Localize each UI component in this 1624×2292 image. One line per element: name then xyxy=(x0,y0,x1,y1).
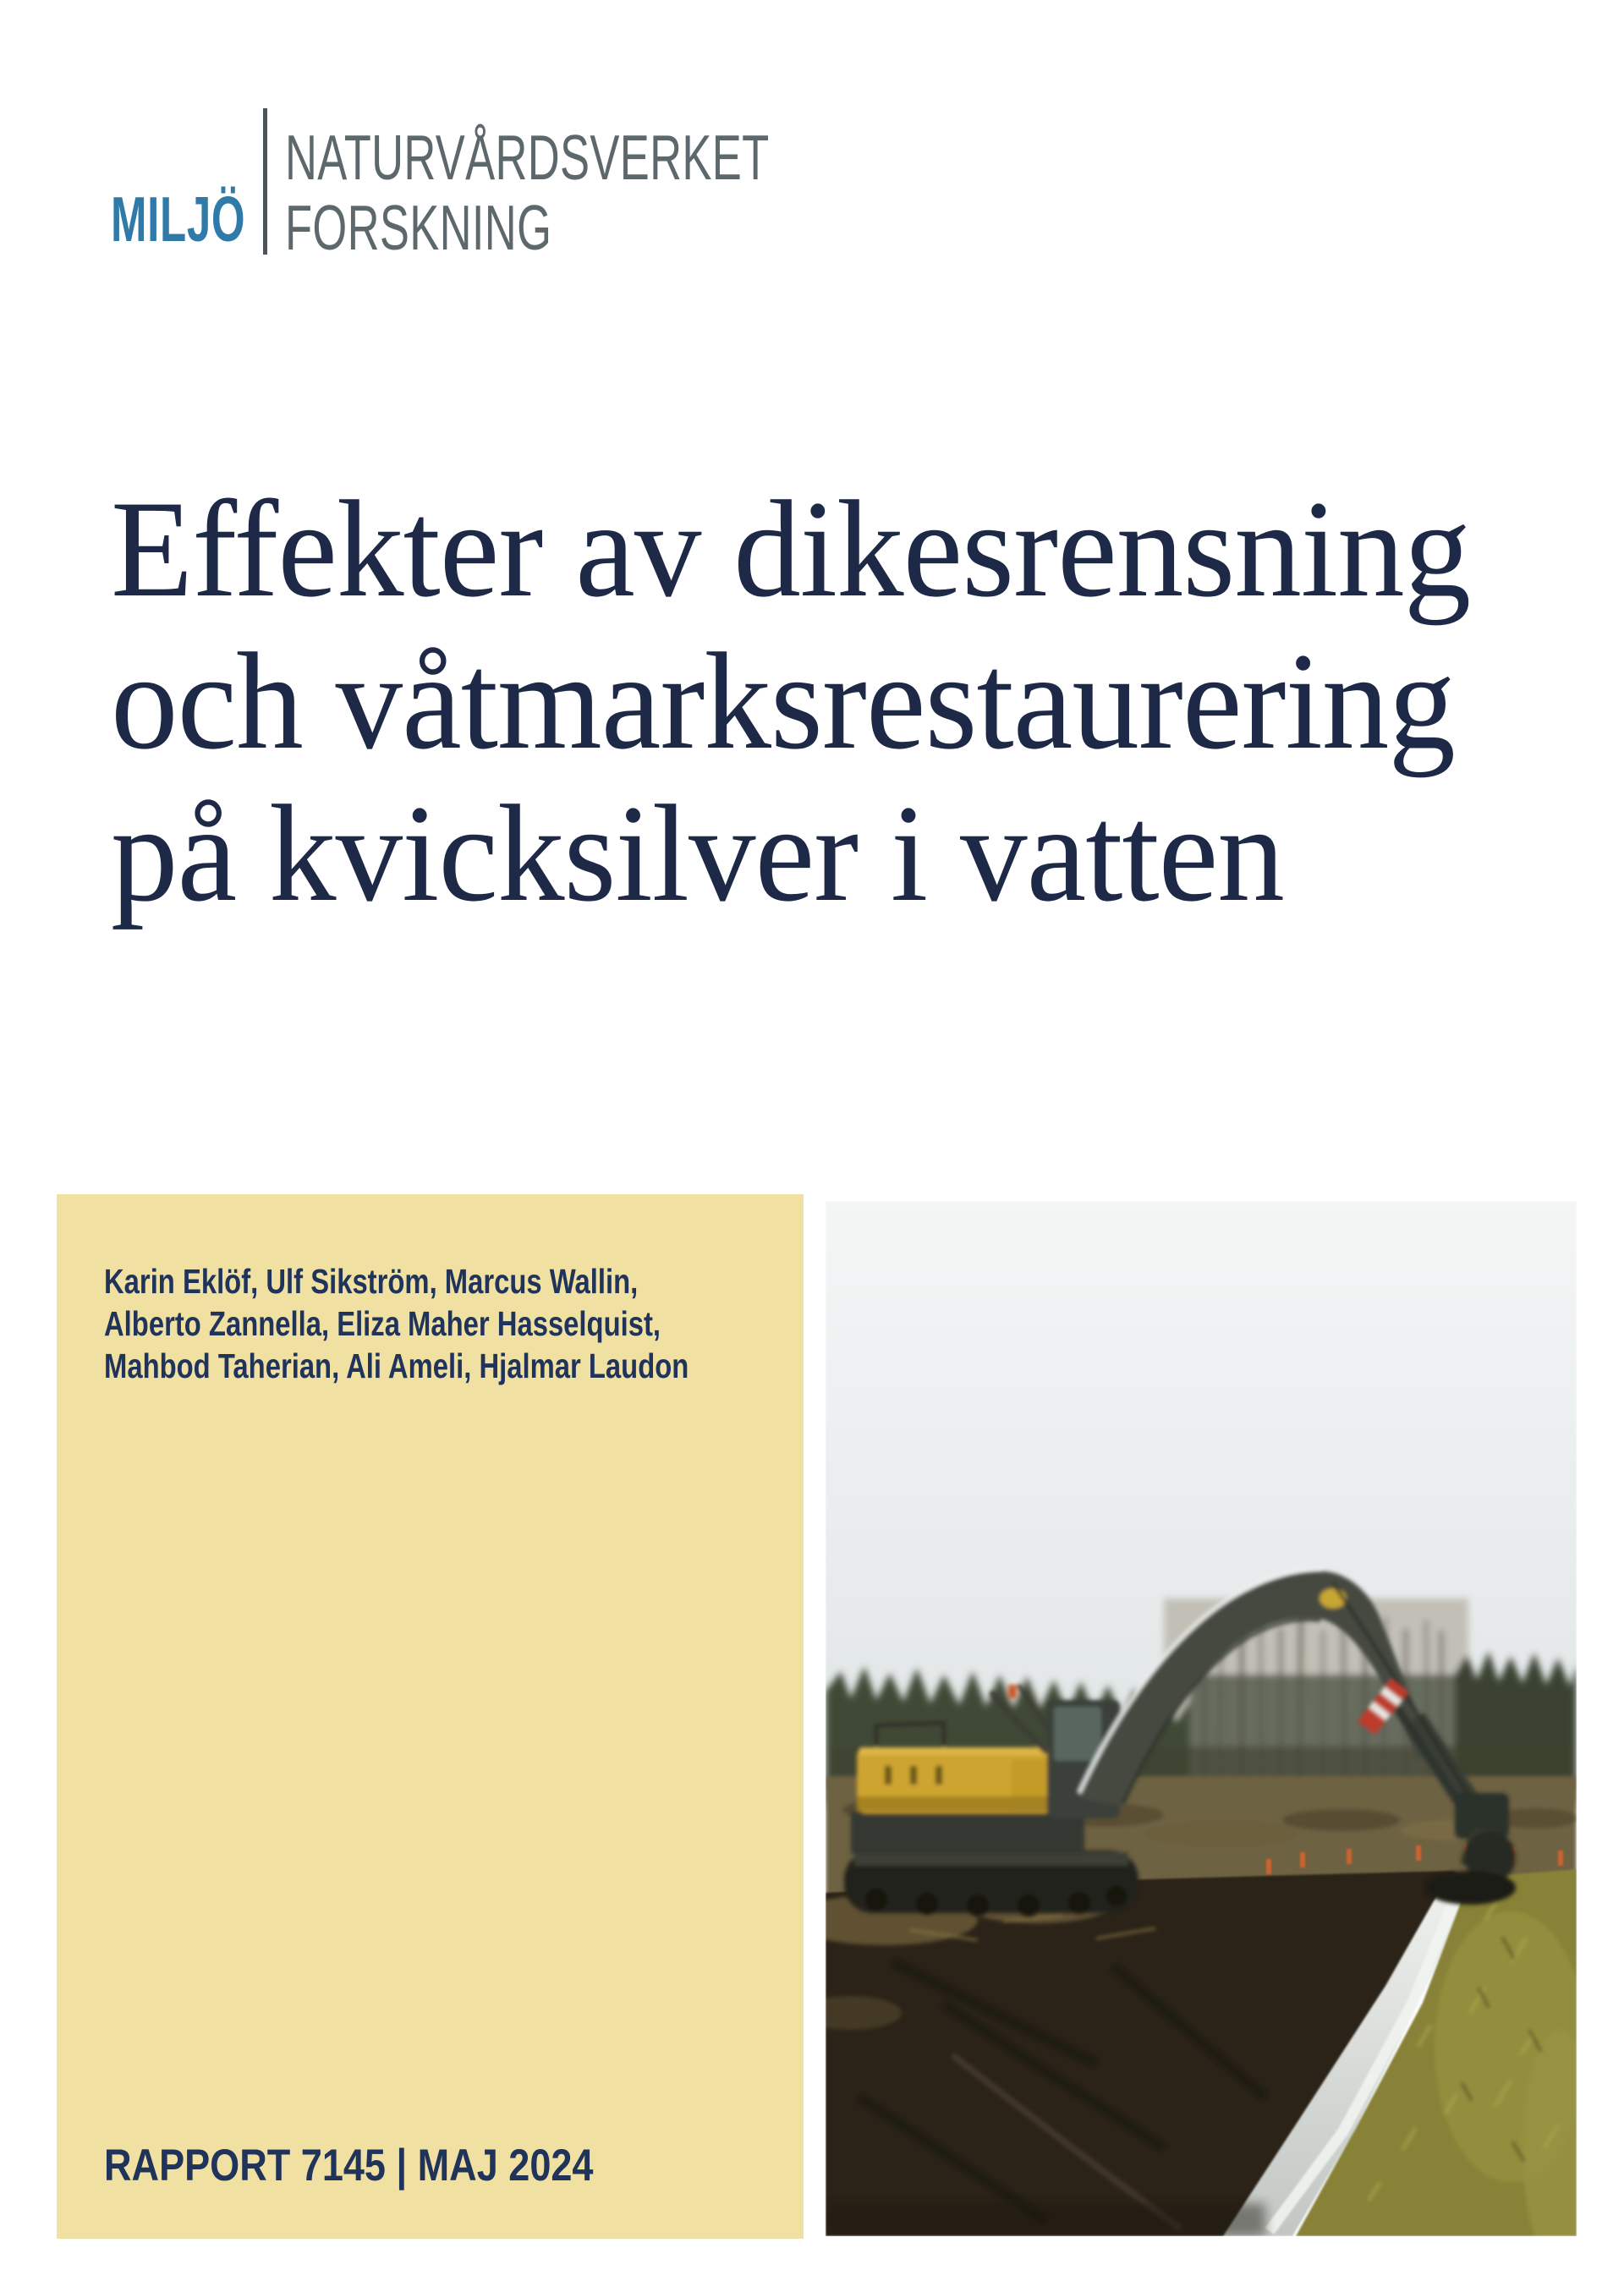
logo-org-unit: FORSKNING xyxy=(285,192,552,263)
logo-org-name: NATURVÅRDSVERKET xyxy=(285,122,770,193)
excavator-scene xyxy=(826,1201,1577,2236)
report-title-line-1: Effekter av dikesrensning xyxy=(111,473,1471,626)
author-list xyxy=(104,1260,689,1387)
author-panel xyxy=(57,1194,804,2239)
report-number-label: RAPPORT 7145 | MAJ 2024 xyxy=(104,2141,594,2191)
report-title xyxy=(111,474,1470,930)
report-title-line-3: på kvicksilver i vatten xyxy=(111,777,1284,930)
author-line-1: Karin Eklöf, Ulf Sikström, Marcus Wallin, xyxy=(104,1262,639,1301)
author-line-2: Alberto Zannella, Eliza Maher Hasselquist, xyxy=(104,1304,661,1343)
report-title-line-2: och våtmarksrestaurering xyxy=(111,625,1455,778)
author-line-3: Mahbod Taherian, Ali Ameli, Hjalmar Laudon xyxy=(104,1346,689,1385)
logo-divider-bar xyxy=(263,108,267,255)
cover-photo-excavator xyxy=(826,1201,1577,2236)
logo-brand-miljo: MILJÖ xyxy=(111,184,246,255)
